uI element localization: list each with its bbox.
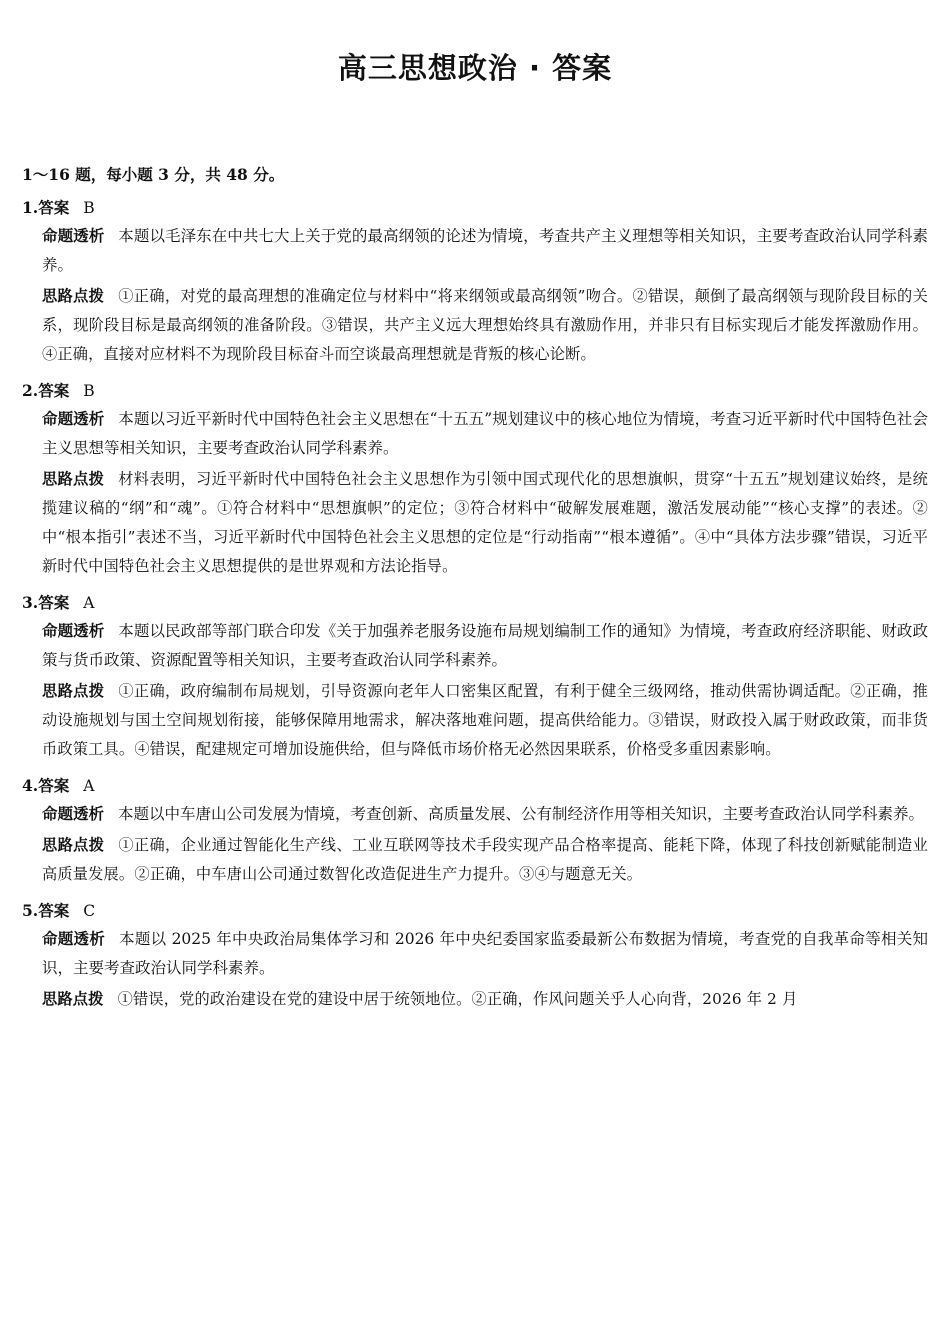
question-header bbox=[22, 591, 928, 615]
analysis-label: 命题透析 bbox=[42, 930, 106, 948]
reasoning-paragraph bbox=[42, 831, 928, 889]
question-5 bbox=[22, 899, 928, 1014]
answer-value: A bbox=[83, 777, 95, 795]
reasoning-text: ①错误，党的政治建设在党的建设中居于统领地位。②正确，作风问题关乎人心向背，2026 年 2 月 bbox=[117, 990, 798, 1008]
reasoning-label: 思路点拨 bbox=[42, 470, 105, 488]
question-2 bbox=[22, 379, 928, 581]
scoring-intro: 1～16 题，每小题 3 分，共 48 分。 bbox=[22, 165, 285, 184]
question-1 bbox=[22, 196, 928, 369]
question-header bbox=[22, 196, 928, 220]
analysis-paragraph bbox=[42, 925, 928, 983]
answer-label: 答案 bbox=[38, 381, 70, 400]
reasoning-paragraph bbox=[42, 677, 928, 764]
reasoning-label: 思路点拨 bbox=[42, 287, 105, 305]
reasoning-paragraph bbox=[42, 985, 928, 1014]
analysis-paragraph bbox=[42, 800, 928, 829]
question-header bbox=[22, 774, 928, 798]
question-header bbox=[22, 379, 928, 403]
question-3 bbox=[22, 591, 928, 764]
analysis-text: 本题以毛泽东在中共七大上关于党的最高纲领的论述为情境，考查共产主义理想等相关知识，主要考查政治认同学科素养。 bbox=[42, 227, 928, 274]
answer-value: C bbox=[83, 902, 96, 920]
answer-label: 答案 bbox=[38, 593, 70, 612]
reasoning-label: 思路点拨 bbox=[42, 682, 105, 700]
reasoning-text: ①正确，政府编制布局规划，引导资源向老年人口密集区配置，有利于健全三级网络，推动供需协调适配。②正确，推动设施规划与国土空间规划衔接，能够保障用地需求，解决落地难问题，提高供给能力。③错误，财政投入属于财政政策，而非货币政策工具。④错误，配建规定可增加设施供给，但与降低市场价格无必然因果联系，价格受多重因素影响。 bbox=[42, 682, 928, 758]
analysis-paragraph bbox=[42, 617, 928, 675]
reasoning-text: ①正确，对党的最高理想的准确定位与材料中“将来纲领或最高纲领”吻合。②错误，颠倒了最高纲领与现阶段目标的关系，现阶段目标是最高纲领的准备阶段。③错误，共产主义远大理想始终具有激励作用，并非只有目标实现后才能发挥激励作用。④正确，直接对应材料不为现阶段目标奋斗而空谈最高理想就是背叛的核心论断。 bbox=[42, 287, 928, 363]
question-number: 4. bbox=[22, 776, 39, 795]
question-number: 5. bbox=[22, 901, 39, 920]
analysis-text: 本题以习近平新时代中国特色社会主义思想在“十五五”规划建议中的核心地位为情境，考查习近平新时代中国特色社会主义思想等相关知识，主要考查政治认同学科素养。 bbox=[42, 410, 928, 457]
reasoning-paragraph bbox=[42, 465, 928, 581]
reasoning-label: 思路点拨 bbox=[42, 990, 104, 1008]
question-number: 3. bbox=[22, 593, 39, 612]
question-number: 1. bbox=[22, 198, 39, 217]
question-number: 2. bbox=[22, 381, 39, 400]
analysis-label: 命题透析 bbox=[42, 227, 105, 245]
answer-label: 答案 bbox=[38, 198, 70, 217]
analysis-label: 命题透析 bbox=[42, 622, 105, 640]
analysis-paragraph bbox=[42, 222, 928, 280]
analysis-text: 本题以民政部等部门联合印发《关于加强养老服务设施布局规划编制工作的通知》为情境，考查政府经济职能、财政政策与货币政策、资源配置等相关知识，主要考查政治认同学科素养。 bbox=[42, 622, 928, 669]
answer-label: 答案 bbox=[38, 901, 70, 920]
analysis-label: 命题透析 bbox=[42, 805, 105, 823]
answer-value: B bbox=[83, 382, 95, 400]
answer-value: B bbox=[83, 199, 95, 217]
question-header bbox=[22, 899, 928, 923]
reasoning-text: 材料表明，习近平新时代中国特色社会主义思想作为引领中国式现代化的思想旗帜，贯穿“十五五”规划建议始终，是统揽建议稿的“纲”和“魂”。①符合材料中“思想旗帜”的定位；③符合材料中“破解发展难题，激活发展动能”“核心支撑”的表述。②中“根本指引”表述不当，习近平新时代中国特色社会主义思想的定位是“行动指南”“根本遵循”。④中“具体方法步骤”错误，习近平新时代中国特色社会主义思想提供的是世界观和方法论指导。 bbox=[42, 470, 928, 575]
analysis-text: 本题以 2025 年中央政治局集体学习和 2026 年中央纪委国家监委最新公布数据为情境，考查党的自我革命等相关知识，主要考查政治认同学科素养。 bbox=[42, 930, 928, 977]
answer-label: 答案 bbox=[38, 776, 70, 795]
answer-value: A bbox=[83, 594, 95, 612]
reasoning-label: 思路点拨 bbox=[42, 836, 105, 854]
analysis-paragraph bbox=[42, 405, 928, 463]
question-4 bbox=[22, 774, 928, 889]
analysis-text: 本题以中车唐山公司发展为情境，考查创新、高质量发展、公有制经济作用等相关知识，主要考查政治认同学科素养。 bbox=[118, 805, 925, 823]
reasoning-text: ①正确，企业通过智能化生产线、工业互联网等技术手段实现产品合格率提高、能耗下降，体现了科技创新赋能制造业高质量发展。②正确，中车唐山公司通过数智化改造促进生产力提升。③④与题意无关。 bbox=[42, 836, 928, 883]
reasoning-paragraph bbox=[42, 282, 928, 369]
analysis-label: 命题透析 bbox=[42, 410, 105, 428]
page-title: 高三思想政治 · 答案 bbox=[337, 51, 613, 85]
